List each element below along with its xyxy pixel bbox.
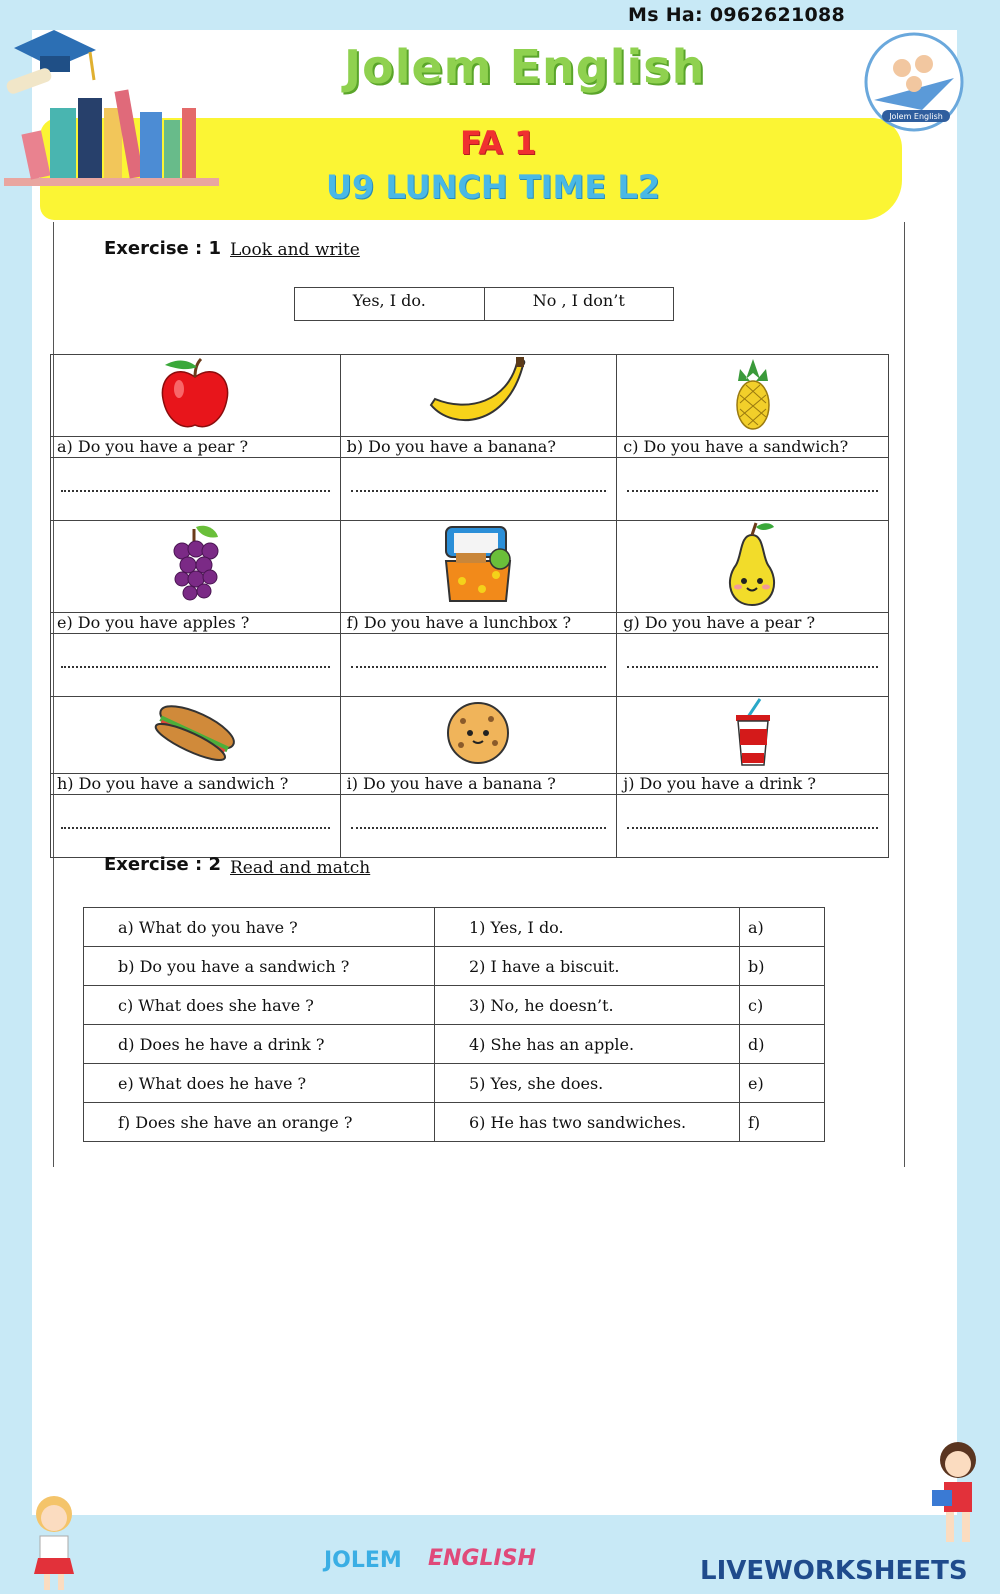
exercise2-label: Exercise : 2 [104,854,222,875]
match-row [84,908,825,947]
grapes-icon [160,521,230,608]
match-answer: 6) He has two sandwiches. [435,1103,740,1142]
pear-icon [718,521,788,608]
match-key-input[interactable]: e) [740,1064,825,1103]
match-question: d) Does he have a drink ? [84,1025,435,1064]
question-h: h) Do you have a sandwich ? [51,774,341,795]
question-a: a) Do you have a pear ? [51,437,341,458]
frame-right [904,222,905,1167]
match-row [84,947,825,986]
exercise1-instruction: Look and write [230,240,360,260]
match-row [84,1103,825,1142]
footer-english: ENGLISH [428,1546,536,1571]
match-key-input[interactable]: f) [740,1103,825,1142]
liveworksheets-logo[interactable]: LIVEWORKSHEETS [700,1556,968,1586]
brand-title: Jolem English [344,40,706,94]
answer-line-i[interactable] [340,795,617,858]
match-question: a) What do you have ? [84,908,435,947]
picture-cell [617,355,889,437]
apple-icon [155,355,235,432]
match-row [84,1025,825,1064]
question-g: g) Do you have a pear ? [617,613,889,634]
match-answer: 5) Yes, she does. [435,1064,740,1103]
unit-title: U9 LUNCH TIME L2 [326,168,661,206]
answer-option-yes: Yes, I do. [295,288,485,320]
answer-line-c[interactable] [617,458,889,521]
exercise2-instruction: Read and match [230,858,371,878]
pineapple-icon [728,355,778,432]
picture-cell [51,355,341,437]
question-c: c) Do you have a sandwich? [617,437,889,458]
drink-icon [728,697,778,769]
match-key-input[interactable]: a) [740,908,825,947]
picture-cell [51,697,341,774]
look-and-write-table [50,354,889,858]
logo-text: Jolem English [889,112,943,121]
answer-line-h[interactable] [51,795,341,858]
picture-cell [51,521,341,613]
picture-cell [340,521,617,613]
question-e: e) Do you have apples ? [51,613,341,634]
footer-jolem: JOLEM [324,1548,402,1573]
match-answer: 4) She has an apple. [435,1025,740,1064]
match-answer: 3) No, he doesn’t. [435,986,740,1025]
girl-reading-icon [922,1438,992,1548]
sandwich-icon [150,697,240,767]
picture-cell [617,521,889,613]
match-question: c) What does she have ? [84,986,435,1025]
worksheet-code: FA 1 [460,124,537,162]
match-question: e) What does he have ? [84,1064,435,1103]
match-row [84,1064,825,1103]
match-answer: 2) I have a biscuit. [435,947,740,986]
answer-line-j[interactable] [617,795,889,858]
picture-cell [340,355,617,437]
lunchbox-icon [438,521,518,608]
answer-line-f[interactable] [340,634,617,697]
answer-line-g[interactable] [617,634,889,697]
exercise1-label: Exercise : 1 [104,238,222,259]
match-row [84,986,825,1025]
match-question: f) Does she have an orange ? [84,1103,435,1142]
answer-line-e[interactable] [51,634,341,697]
answer-options-box [294,287,674,321]
match-answer: 1) Yes, I do. [435,908,740,947]
question-j: j) Do you have a drink ? [617,774,889,795]
match-key-input[interactable]: d) [740,1025,825,1064]
books-graduation-icon [4,28,224,198]
question-f: f) Do you have a lunchbox ? [340,613,617,634]
jolem-logo-icon [862,30,966,134]
read-and-match-table [83,907,825,1142]
match-key-input[interactable]: b) [740,947,825,986]
answer-line-a[interactable] [51,458,341,521]
picture-cell [340,697,617,774]
match-key-input[interactable]: c) [740,986,825,1025]
picture-cell [617,697,889,774]
girl-student-icon [24,1492,86,1592]
answer-line-b[interactable] [340,458,617,521]
teacher-phone: Ms Ha: 0962621088 [628,4,846,26]
question-b: b) Do you have a banana? [340,437,617,458]
question-i: i) Do you have a banana ? [340,774,617,795]
match-question: b) Do you have a sandwich ? [84,947,435,986]
biscuit-icon [443,697,513,767]
banana-icon [423,355,533,432]
answer-option-no: No , I don’t [532,291,625,310]
